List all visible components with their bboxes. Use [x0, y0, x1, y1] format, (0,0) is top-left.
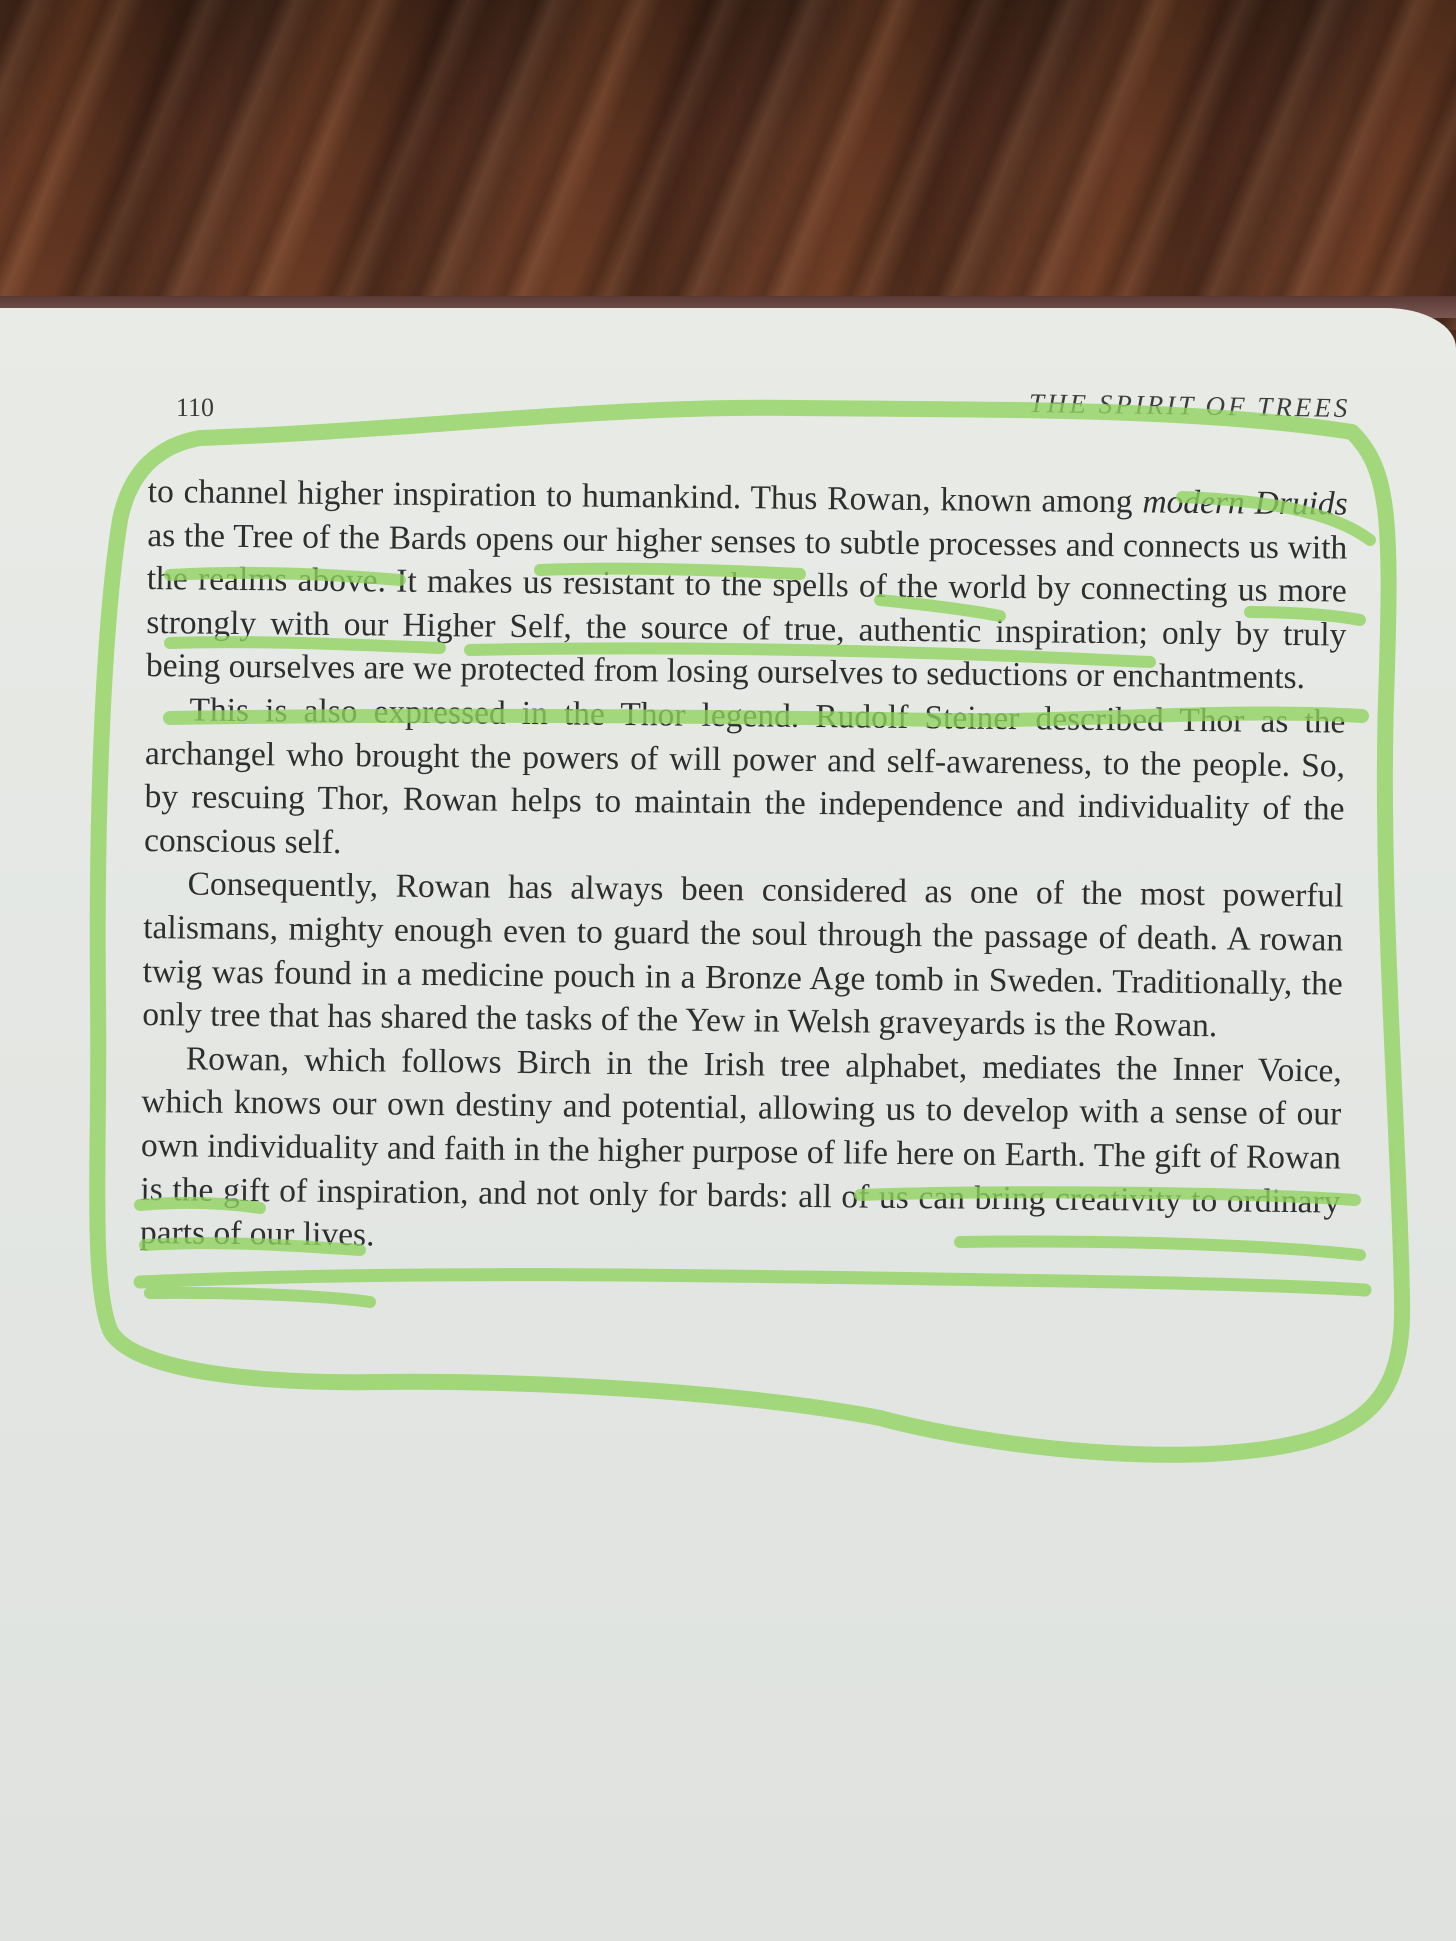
text-segment: Rowan, which follows Birch in the Irish tree alphabet, mediates the Inner Voice, which knows our own destiny and potential, allowing us to develop with a sense of our own individuality and faith in the higher purpose of life here on Earth. The gift of Rowan is the gift of inspiration, and not only for bards: all of us can bring creativity to ordinary parts of our lives. — [139, 1040, 1342, 1254]
page-number: 110 — [176, 393, 215, 422]
paragraph-4 — [140, 1037, 1342, 1268]
paragraph-1 — [146, 470, 1348, 701]
wooden-table-surface — [0, 0, 1456, 330]
running-head: THE SPIRIT OF TREES — [1028, 387, 1351, 423]
text-segment: This is also expressed in the Thor legend. Rudolf Steiner described Thor as the archangel who brought the powers of will power and self-awareness, to the people. So, by rescuing Thor, Rowan helps to maintain the independence and individuality of the conscious self. — [143, 691, 1346, 861]
body-text — [140, 470, 1348, 1267]
paragraph-2 — [144, 688, 1346, 875]
text-segment-italic: modern Druids — [1142, 483, 1348, 523]
text-segment: Consequently, Rowan has always been considered as one of the most powerful talismans, mighty enough even to guard the soul through the passage of death. A rowan twig was found in a medicine pouch in a Bronze Age tomb in Sweden. Traditionally, the only tree that has shared the tasks of the Yew in Welsh graveyards is the Rowan. — [142, 865, 1344, 1045]
text-segment: to channel higher inspiration to humankind. Thus Rowan, known among — [147, 472, 1143, 521]
text-segment: as the Tree of the Bards opens our higher senses to subtle processes and connects us with the realms above. It makes us resistant to the spells of the world by connecting us more strongly with our Higher Self, the source of true, authentic inspiration; only by truly being ourselves are we protected from losing ourselves to seductions or enchantments. — [145, 516, 1348, 697]
paragraph-3 — [142, 862, 1344, 1049]
